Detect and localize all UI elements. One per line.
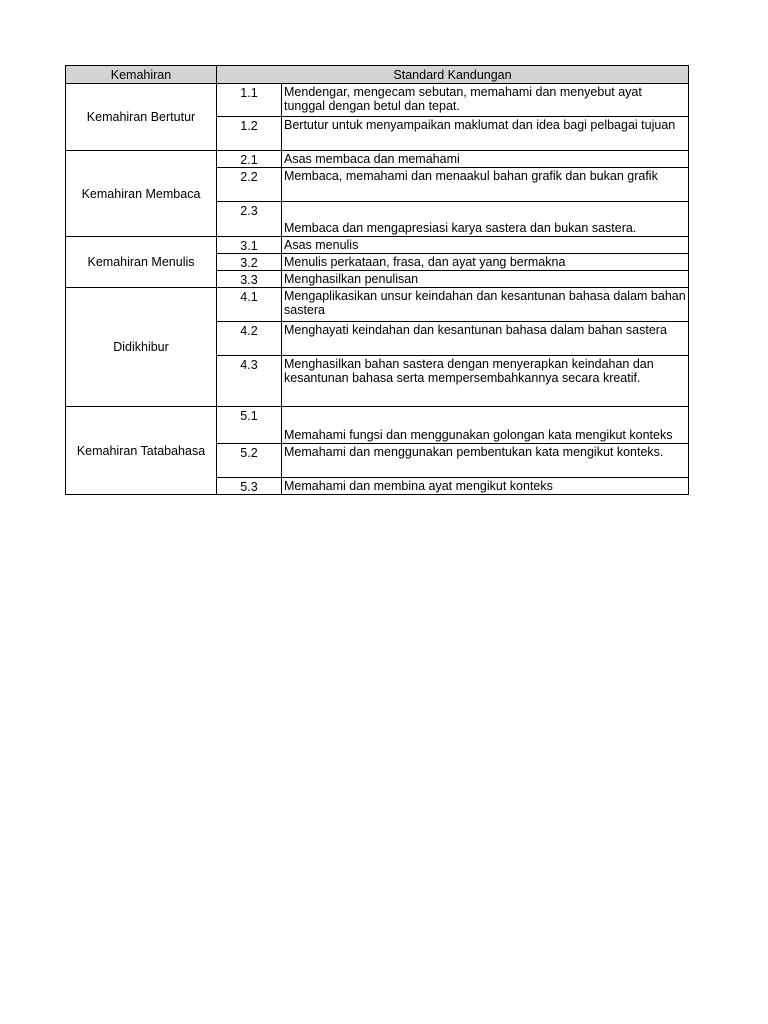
item-description: Asas menulis xyxy=(282,237,689,254)
header-row xyxy=(66,66,689,84)
item-description: Menulis perkataan, frasa, dan ayat yang bermakna xyxy=(282,254,689,271)
item-description: Asas membaca dan memahami xyxy=(282,151,689,168)
item-number: 4.1 xyxy=(217,288,282,322)
item-number: 3.3 xyxy=(217,271,282,288)
item-number: 3.2 xyxy=(217,254,282,271)
skill-cell: Didikhibur xyxy=(66,288,217,407)
item-number: 1.1 xyxy=(217,84,282,117)
item-number: 3.1 xyxy=(217,237,282,254)
table-row xyxy=(66,84,689,117)
item-description: Menghasilkan bahan sastera dengan menyerapkan keindahan dan kesantunan bahasa serta mempersembahkannya secara kreatif. xyxy=(282,356,689,407)
item-number: 4.3 xyxy=(217,356,282,407)
skill-cell: Kemahiran Bertutur xyxy=(66,84,217,151)
header-standard-kandungan: Standard Kandungan xyxy=(217,66,689,84)
item-description: Membaca dan mengapresiasi karya sastera dan bukan sastera. xyxy=(282,202,689,237)
skill-cell: Kemahiran Tatabahasa xyxy=(66,407,217,495)
item-number: 5.3 xyxy=(217,478,282,495)
header-kemahiran: Kemahiran xyxy=(66,66,217,84)
item-description: Mengaplikasikan unsur keindahan dan kesantunan bahasa dalam bahan sastera xyxy=(282,288,689,322)
skill-cell: Kemahiran Membaca xyxy=(66,151,217,237)
item-number: 5.2 xyxy=(217,444,282,478)
item-description: Memahami fungsi dan menggunakan golongan kata mengikut konteks xyxy=(282,407,689,444)
table-row xyxy=(66,151,689,168)
item-description: Mendengar, mengecam sebutan, memahami dan menyebut ayat tunggal dengan betul dan tepat. xyxy=(282,84,689,117)
item-description: Memahami dan menggunakan pembentukan kata mengikut konteks. xyxy=(282,444,689,478)
table-row xyxy=(66,407,689,444)
item-description: Bertutur untuk menyampaikan maklumat dan idea bagi pelbagai tujuan xyxy=(282,117,689,151)
item-number: 2.2 xyxy=(217,168,282,202)
table-row xyxy=(66,288,689,322)
item-number: 1.2 xyxy=(217,117,282,151)
item-number: 2.3 xyxy=(217,202,282,237)
item-number: 4.2 xyxy=(217,322,282,356)
standard-kandungan-table xyxy=(65,65,689,495)
item-description: Membaca, memahami dan menaakul bahan grafik dan bukan grafik xyxy=(282,168,689,202)
item-description: Menghasilkan penulisan xyxy=(282,271,689,288)
skill-cell: Kemahiran Menulis xyxy=(66,237,217,288)
table-row xyxy=(66,237,689,254)
item-number: 2.1 xyxy=(217,151,282,168)
item-number: 5.1 xyxy=(217,407,282,444)
item-description: Menghayati keindahan dan kesantunan bahasa dalam bahan sastera xyxy=(282,322,689,356)
item-description: Memahami dan membina ayat mengikut konteks xyxy=(282,478,689,495)
